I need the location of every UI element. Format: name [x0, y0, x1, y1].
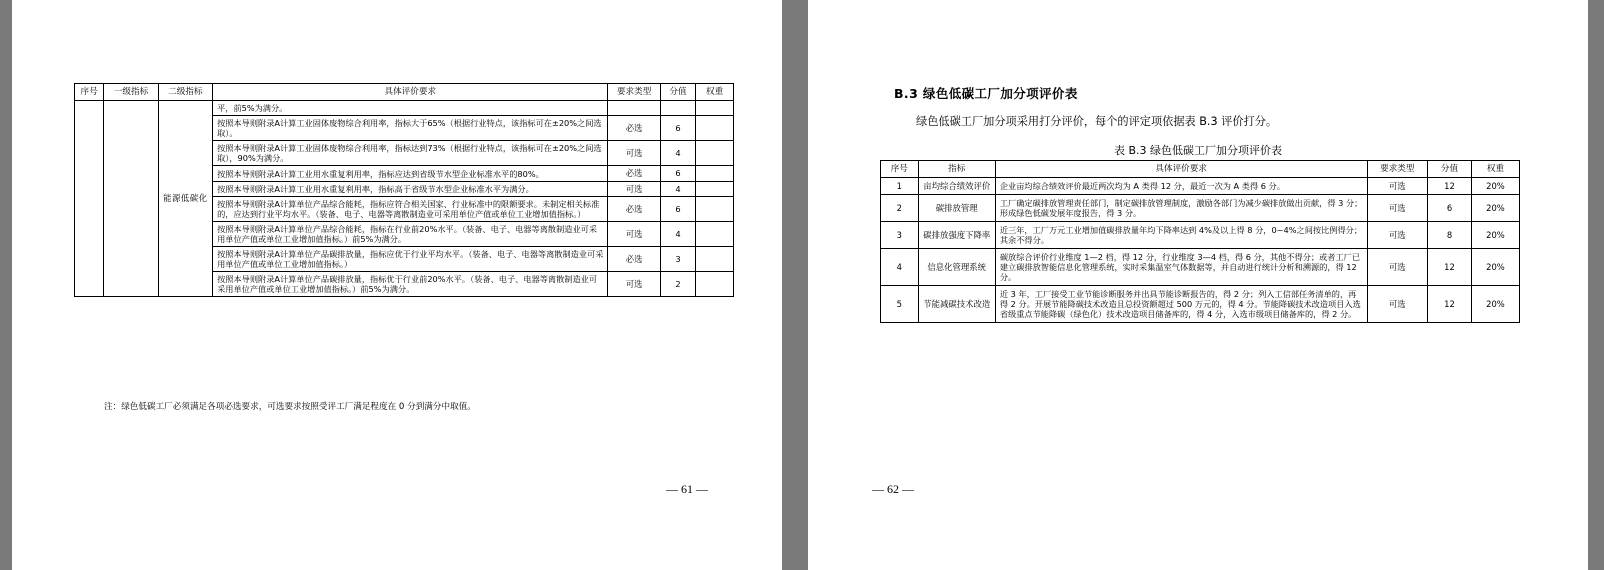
table-header-row: [75, 84, 734, 101]
cell-type: 可选: [608, 221, 660, 246]
cell-index: 4: [881, 249, 919, 286]
cell-score: 6: [660, 116, 696, 141]
table-caption: 表 B.3 绿色低碳工厂加分项评价表: [1113, 144, 1283, 157]
cell-requirement: 近 3 年，工厂接受工业节能诊断服务并出具节能诊断报告的，得 2 分；列入工信部任务清单的，再得 2 分。开展节能降碳技术改造且总投资额超过 500 万元的，得 4 分。节能降碳技术改造项目入选省级重点节能降碳（绿色化）技术改造项目储备库的，得 4 分，入选市级项目储备库的，得 2 分。: [995, 286, 1367, 323]
bonus-items-table: [880, 160, 1520, 323]
cell-type: 可选: [608, 271, 660, 296]
table-header-row: [881, 161, 1520, 178]
table-row: [881, 249, 1520, 286]
cell-type: 可选: [1367, 249, 1428, 286]
cell-score: 2: [660, 271, 696, 296]
cell-type: 必选: [608, 116, 660, 141]
cell-score: 6: [660, 196, 696, 221]
cell-requirement: 按照本导则附录A计算工业固体废物综合利用率，指标大于65%（根据行业特点，该指标可在±20%之间选取）。: [213, 116, 608, 141]
page-left: [12, 0, 782, 570]
section-heading: B.3 绿色低碳工厂加分项评价表: [894, 86, 1078, 101]
cell-type: [608, 101, 660, 116]
cell-index: [75, 101, 104, 296]
cell-requirement: 企业亩均综合绩效评价最近两次均为 A 类得 12 分，最近一次为 A 类得 6 分。: [995, 178, 1367, 195]
cell-index: 5: [881, 286, 919, 323]
table-row: [881, 286, 1520, 323]
cell-type: 必选: [608, 196, 660, 221]
cell-type: 可选: [1367, 195, 1428, 222]
cell-weight: 20%: [1471, 178, 1519, 195]
cell-indicator: 碳排放强度下降率: [918, 222, 995, 249]
cell-score: 4: [660, 181, 696, 196]
cell-requirement: 按照本导则附录A计算单位产品碳排放量，指标优于行业前20%水平。（装备、电子、电器等离散制造业可采用单位产值或单位工业增加值指标。）前5%为满分。: [213, 271, 608, 296]
cell-score: 12: [1428, 178, 1472, 195]
cell-weight: [696, 166, 734, 181]
col-header-weight: 权重: [1471, 161, 1519, 178]
cell-weight: [696, 116, 734, 141]
cell-index: 1: [881, 178, 919, 195]
cell-score: 4: [660, 141, 696, 166]
cell-score: 3: [660, 246, 696, 271]
col-header-score: 分值: [1428, 161, 1472, 178]
page-right: [808, 0, 1588, 570]
cell-score: 12: [1428, 286, 1472, 323]
col-header-level2: 二级指标: [158, 84, 212, 101]
cell-requirement: 按照本导则附录A计算工业用水重复利用率，指标应达到省级节水型企业标准水平的80%。: [213, 166, 608, 181]
page-right-content: [808, 0, 1588, 570]
cell-indicator: 信息化管理系统: [918, 249, 995, 286]
cell-indicator: 碳排放管理: [918, 195, 995, 222]
cell-weight: 20%: [1471, 195, 1519, 222]
table-row: [881, 195, 1520, 222]
cell-score: 4: [660, 221, 696, 246]
table-row: [881, 222, 1520, 249]
cell-weight: 20%: [1471, 249, 1519, 286]
cell-score: 8: [1428, 222, 1472, 249]
cell-requirement: 按照本导则附录A计算工业固体废物综合利用率，指标达到73%（根据行业特点，该指标可在±20%之间选取），90%为满分。: [213, 141, 608, 166]
cell-level2-group: 能源低碳化: [158, 101, 212, 296]
cell-requirement: 近三年，工厂万元工业增加值碳排放量年均下降率达到 4%及以上得 8 分，0~4%之间按比例得分；其余不得分。: [995, 222, 1367, 249]
col-header-requirement: 具体评价要求: [213, 84, 608, 101]
col-header-level1: 一级指标: [104, 84, 158, 101]
cell-requirement: 按照本导则附录A计算单位产品综合能耗，指标应符合相关国家、行业标准中的限额要求。未制定相关标准的，应达到行业平均水平。（装备、电子、电器等离散制造业可采用单位产值或单位工业增加值指标。）: [213, 196, 608, 221]
bonus-items-table-wrap: [880, 160, 1520, 323]
table-note: 注：绿色低碳工厂必须满足各项必选要求，可选要求按照受评工厂满足程度在 0 分到满分中取值。: [104, 402, 476, 412]
cell-score: 6: [660, 166, 696, 181]
cell-weight: [696, 246, 734, 271]
col-header-index: 序号: [75, 84, 104, 101]
cell-weight: [696, 221, 734, 246]
cell-requirement: 工厂确定碳排放管理责任部门，制定碳排放管理制度，激励各部门为减少碳排放做出贡献，得 3 分；形成绿色低碳发展年度报告，得 3 分。: [995, 195, 1367, 222]
cell-indicator: 亩均综合绩效评价: [918, 178, 995, 195]
cell-weight: [696, 196, 734, 221]
cell-index: 2: [881, 195, 919, 222]
cell-weight: [696, 181, 734, 196]
page-left-content: [12, 0, 782, 570]
col-header-type: 要求类型: [608, 84, 660, 101]
cell-index: 3: [881, 222, 919, 249]
cell-score: 12: [1428, 249, 1472, 286]
col-header-index: 序号: [881, 161, 919, 178]
page-number-left: — 61 —: [666, 482, 708, 496]
cell-indicator: 节能减碳技术改造: [918, 286, 995, 323]
col-header-type: 要求类型: [1367, 161, 1428, 178]
cell-type: 必选: [608, 166, 660, 181]
cell-type: 可选: [608, 141, 660, 166]
cell-type: 必选: [608, 246, 660, 271]
cell-type: 可选: [1367, 222, 1428, 249]
cell-type: 可选: [1367, 178, 1428, 195]
table-row: [75, 101, 734, 116]
cell-weight: [696, 141, 734, 166]
cell-score: 6: [1428, 195, 1472, 222]
col-header-score: 分值: [660, 84, 696, 101]
page-number-right: — 62 —: [872, 482, 914, 496]
col-header-indicator: 指标: [918, 161, 995, 178]
cell-weight: [696, 101, 734, 116]
cell-weight: 20%: [1471, 286, 1519, 323]
green-factory-energy-table-wrap: [74, 83, 734, 297]
cell-weight: 20%: [1471, 222, 1519, 249]
cell-type: 可选: [608, 181, 660, 196]
col-header-weight: 权重: [696, 84, 734, 101]
col-header-requirement: 具体评价要求: [995, 161, 1367, 178]
cell-requirement: 碳放综合评价行业维度 1—2 档，得 12 分，行业维度 3—4 档，得 6 分，其他不得分；或者工厂已建立碳排放智能信息化管理系统，实时采集温室气体数据等，并自动进行统计分析和溯源的，得 12 分。: [995, 249, 1367, 286]
cell-requirement: 按照本导则附录A计算单位产品综合能耗，指标在行业前20%水平。（装备、电子、电器等离散制造业可采用单位产值或单位工业增加值指标。）前5%为满分。: [213, 221, 608, 246]
cell-requirement: 平，前5%为满分。: [213, 101, 608, 116]
cell-score: [660, 101, 696, 116]
green-factory-energy-table: [74, 83, 734, 297]
section-paragraph: 绿色低碳工厂加分项采用打分评价，每个的评定项依据表 B.3 评价打分。: [916, 115, 1278, 128]
cell-requirement: 按照本导则附录A计算工业用水重复利用率，指标高于省级节水型企业标准水平为满分。: [213, 181, 608, 196]
table-row: [881, 178, 1520, 195]
cell-weight: [696, 271, 734, 296]
cell-requirement: 按照本导则附录A计算单位产品碳排放量，指标应优于行业平均水平。（装备、电子、电器等离散制造业可采用单位产值或单位工业增加值指标。）: [213, 246, 608, 271]
cell-level1: [104, 101, 158, 296]
cell-type: 可选: [1367, 286, 1428, 323]
